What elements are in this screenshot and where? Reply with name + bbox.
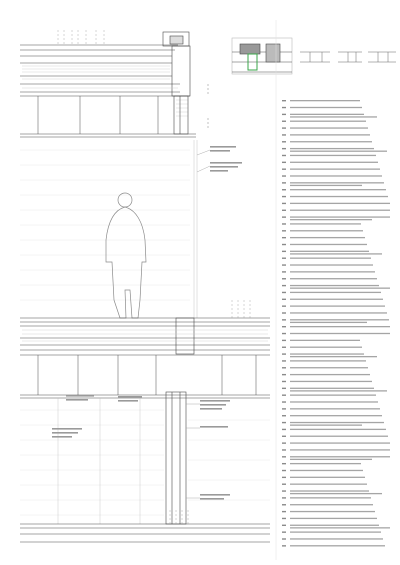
note-text-line — [290, 244, 367, 245]
note-number — [282, 381, 286, 382]
note-text-line — [290, 449, 390, 450]
note-text-line — [290, 216, 390, 217]
note-text-line — [290, 219, 372, 220]
note-number — [282, 449, 286, 450]
note-number — [282, 436, 286, 437]
note-number — [282, 292, 286, 293]
note-item — [282, 271, 375, 272]
note-text-line — [290, 356, 377, 357]
note-text-line — [290, 322, 367, 323]
note-text-line — [290, 141, 372, 142]
note-text-line — [290, 527, 390, 528]
lower-callout-mid — [118, 396, 142, 402]
note-item — [282, 141, 372, 142]
note-number — [282, 285, 286, 286]
note-number — [282, 367, 286, 368]
note-number — [282, 353, 286, 354]
note-text-line — [290, 415, 382, 416]
note-number — [282, 278, 286, 279]
upper-facade-glazing — [194, 140, 197, 318]
note-item — [282, 258, 371, 259]
upper-callout-1 — [197, 146, 236, 155]
note-number — [282, 429, 286, 430]
note-number — [282, 477, 286, 478]
note-text-line — [290, 151, 387, 152]
note-item — [282, 388, 387, 392]
note-text-line — [290, 189, 386, 190]
note-item — [282, 360, 366, 361]
note-text-line — [290, 390, 387, 391]
note-text-line — [290, 538, 383, 539]
note-item — [282, 216, 390, 220]
note-number — [282, 203, 286, 204]
note-text-line — [290, 121, 366, 122]
note-item — [282, 415, 382, 416]
note-number — [282, 545, 286, 546]
note-item — [282, 244, 367, 245]
note-item — [282, 189, 386, 190]
note-item — [282, 538, 383, 539]
note-text-line — [290, 360, 366, 361]
note-number — [282, 155, 286, 156]
note-item — [282, 305, 385, 306]
note-text-line — [290, 116, 377, 117]
note-text-line — [290, 196, 388, 197]
note-number — [282, 470, 286, 471]
note-text-line — [290, 340, 360, 341]
note-text-line — [290, 319, 389, 320]
note-text-line — [290, 493, 382, 494]
roof-slab — [20, 32, 190, 96]
note-item — [282, 319, 389, 323]
note-item — [282, 264, 373, 265]
note-number — [282, 271, 286, 272]
note-item — [282, 484, 367, 485]
note-text-line — [290, 429, 386, 430]
lower-callout-right — [186, 400, 230, 500]
note-item — [282, 251, 382, 255]
note-number — [282, 388, 286, 389]
note-text-line — [290, 253, 382, 254]
note-text-line — [290, 251, 369, 252]
note-item — [282, 326, 390, 327]
roof-leader-ticks — [58, 30, 104, 45]
note-item — [282, 107, 362, 108]
construction-notes-list — [282, 100, 390, 547]
lower-curtain-lines — [20, 410, 270, 515]
note-number — [282, 107, 286, 108]
human-scale-figure — [106, 193, 146, 318]
note-number — [282, 141, 286, 142]
note-item — [282, 127, 368, 128]
note-number — [282, 415, 286, 416]
note-text-line — [290, 463, 361, 464]
note-text-line — [290, 490, 369, 491]
lower-callout-left-2 — [52, 428, 82, 438]
note-text-line — [290, 305, 385, 306]
note-number — [282, 223, 286, 224]
note-number — [282, 463, 286, 464]
note-text-line — [290, 148, 374, 149]
note-number — [282, 114, 286, 115]
note-item — [282, 477, 365, 478]
note-text-line — [290, 374, 370, 375]
note-item — [282, 518, 377, 519]
note-item — [282, 162, 378, 163]
key-plan-section-2 — [300, 52, 330, 62]
note-text-line — [290, 511, 375, 512]
note-text-line — [290, 326, 390, 327]
note-text-line — [290, 185, 362, 186]
note-item — [282, 347, 362, 348]
note-text-line — [290, 155, 376, 156]
note-item — [282, 340, 360, 341]
note-text-line — [290, 278, 377, 279]
note-text-line — [290, 436, 388, 437]
note-item — [282, 353, 377, 357]
note-item — [282, 367, 368, 368]
note-item — [282, 381, 372, 382]
note-item — [282, 525, 390, 529]
note-text-line — [290, 182, 384, 183]
note-text-line — [290, 203, 390, 204]
note-text-line — [290, 424, 362, 425]
note-text-line — [290, 353, 364, 354]
note-text-line — [290, 477, 365, 478]
note-number — [282, 100, 286, 101]
note-item — [282, 511, 375, 512]
note-number — [282, 319, 286, 320]
note-item — [282, 394, 376, 395]
note-item — [282, 429, 386, 430]
roof-hatch — [22, 66, 188, 116]
mid-slab-ticks — [232, 300, 250, 318]
note-item — [282, 278, 377, 279]
note-text-line — [290, 470, 363, 471]
note-text-line — [290, 388, 374, 389]
note-text-line — [290, 525, 379, 526]
note-item — [282, 155, 376, 156]
note-item — [282, 237, 365, 238]
note-number — [282, 531, 286, 532]
note-text-line — [290, 518, 377, 519]
upper-curtain-lines — [20, 150, 190, 300]
note-text-line — [290, 531, 381, 532]
note-text-line — [290, 484, 367, 485]
note-number — [282, 497, 286, 498]
note-number — [282, 422, 286, 423]
note-number — [282, 326, 286, 327]
note-item — [282, 436, 388, 437]
note-text-line — [290, 333, 390, 334]
note-number — [282, 511, 286, 512]
note-number — [282, 182, 286, 183]
note-number — [282, 408, 286, 409]
note-item — [282, 470, 363, 471]
note-number — [282, 258, 286, 259]
key-plan-section-3 — [338, 52, 362, 62]
note-item — [282, 292, 381, 293]
note-item — [282, 168, 380, 169]
note-number — [282, 394, 286, 395]
window-head-upper — [174, 84, 208, 134]
note-text-line — [290, 459, 372, 460]
note-item — [282, 285, 390, 289]
note-item — [282, 497, 371, 498]
ceiling-hangers-upper — [20, 96, 196, 137]
note-text-line — [290, 442, 390, 443]
note-item — [282, 531, 381, 532]
note-item — [282, 374, 370, 375]
note-text-line — [290, 107, 362, 108]
note-text-line — [290, 299, 383, 300]
note-item — [282, 408, 380, 409]
note-number — [282, 121, 286, 122]
note-number — [282, 538, 286, 539]
note-number — [282, 360, 286, 361]
note-item — [282, 148, 387, 152]
note-item — [282, 504, 373, 505]
note-text-line — [290, 312, 387, 313]
note-item — [282, 490, 382, 494]
note-number — [282, 148, 286, 149]
upper-callout-2 — [197, 162, 242, 172]
note-text-line — [290, 292, 381, 293]
note-text-line — [290, 347, 362, 348]
note-number — [282, 333, 286, 334]
note-number — [282, 456, 286, 457]
note-number — [282, 134, 286, 135]
note-number — [282, 175, 286, 176]
note-text-line — [290, 258, 371, 259]
note-text-line — [290, 285, 379, 286]
mid-floor-slab — [20, 318, 270, 355]
note-text-line — [290, 545, 385, 546]
note-item — [282, 210, 390, 211]
note-item — [282, 196, 388, 197]
note-text-line — [290, 237, 365, 238]
note-item — [282, 203, 390, 204]
note-item — [282, 333, 390, 334]
note-item — [282, 100, 360, 101]
note-number — [282, 196, 286, 197]
note-item — [282, 545, 385, 546]
note-item — [282, 299, 383, 300]
note-item — [282, 463, 361, 464]
note-number — [282, 189, 286, 190]
note-number — [282, 230, 286, 231]
note-item — [282, 456, 390, 460]
note-text-line — [290, 456, 390, 457]
note-number — [282, 251, 286, 252]
note-item — [282, 401, 378, 402]
note-item — [282, 442, 390, 443]
note-number — [282, 127, 286, 128]
lower-window-frame — [166, 392, 186, 524]
note-text-line — [290, 497, 371, 498]
note-number — [282, 216, 286, 217]
note-text-line — [290, 223, 361, 224]
lower-vertical-posts — [58, 398, 140, 524]
note-number — [282, 312, 286, 313]
note-text-line — [290, 114, 364, 115]
note-number — [282, 168, 286, 169]
note-text-line — [290, 367, 368, 368]
mid-slab-hatch — [22, 330, 268, 341]
note-text-line — [290, 230, 363, 231]
note-number — [282, 518, 286, 519]
note-number — [282, 374, 286, 375]
note-text-line — [290, 271, 375, 272]
note-number — [282, 264, 286, 265]
note-number — [282, 525, 286, 526]
key-plan-section-4 — [368, 52, 396, 62]
note-text-line — [290, 127, 368, 128]
ceiling-hangers-lower — [20, 355, 270, 398]
note-text-line — [290, 381, 372, 382]
note-number — [282, 237, 286, 238]
ground-slab — [20, 524, 270, 542]
note-number — [282, 484, 286, 485]
note-text-line — [290, 394, 376, 395]
note-number — [282, 210, 286, 211]
note-text-line — [290, 168, 380, 169]
note-item — [282, 121, 366, 122]
ground-slab-ticks — [170, 510, 188, 524]
note-text-line — [290, 504, 373, 505]
note-number — [282, 162, 286, 163]
note-text-line — [290, 134, 370, 135]
note-item — [282, 230, 363, 231]
note-number — [282, 340, 286, 341]
note-number — [282, 401, 286, 402]
note-number — [282, 299, 286, 300]
note-text-line — [290, 422, 384, 423]
note-item — [282, 175, 382, 176]
note-item — [282, 449, 390, 450]
note-item — [282, 182, 384, 186]
note-text-line — [290, 175, 382, 176]
note-number — [282, 490, 286, 491]
key-plan-section-1 — [232, 38, 292, 74]
note-text-line — [290, 408, 380, 409]
note-text-line — [290, 288, 390, 289]
note-item — [282, 114, 377, 118]
note-number — [282, 442, 286, 443]
note-item — [282, 134, 370, 135]
note-number — [282, 347, 286, 348]
note-number — [282, 504, 286, 505]
note-text-line — [290, 162, 378, 163]
note-item — [282, 223, 361, 224]
note-number — [282, 305, 286, 306]
note-text-line — [290, 100, 360, 101]
note-text-line — [290, 210, 390, 211]
note-item — [282, 422, 384, 426]
note-number — [282, 244, 286, 245]
note-item — [282, 312, 387, 313]
note-text-line — [290, 401, 378, 402]
note-text-line — [290, 264, 373, 265]
